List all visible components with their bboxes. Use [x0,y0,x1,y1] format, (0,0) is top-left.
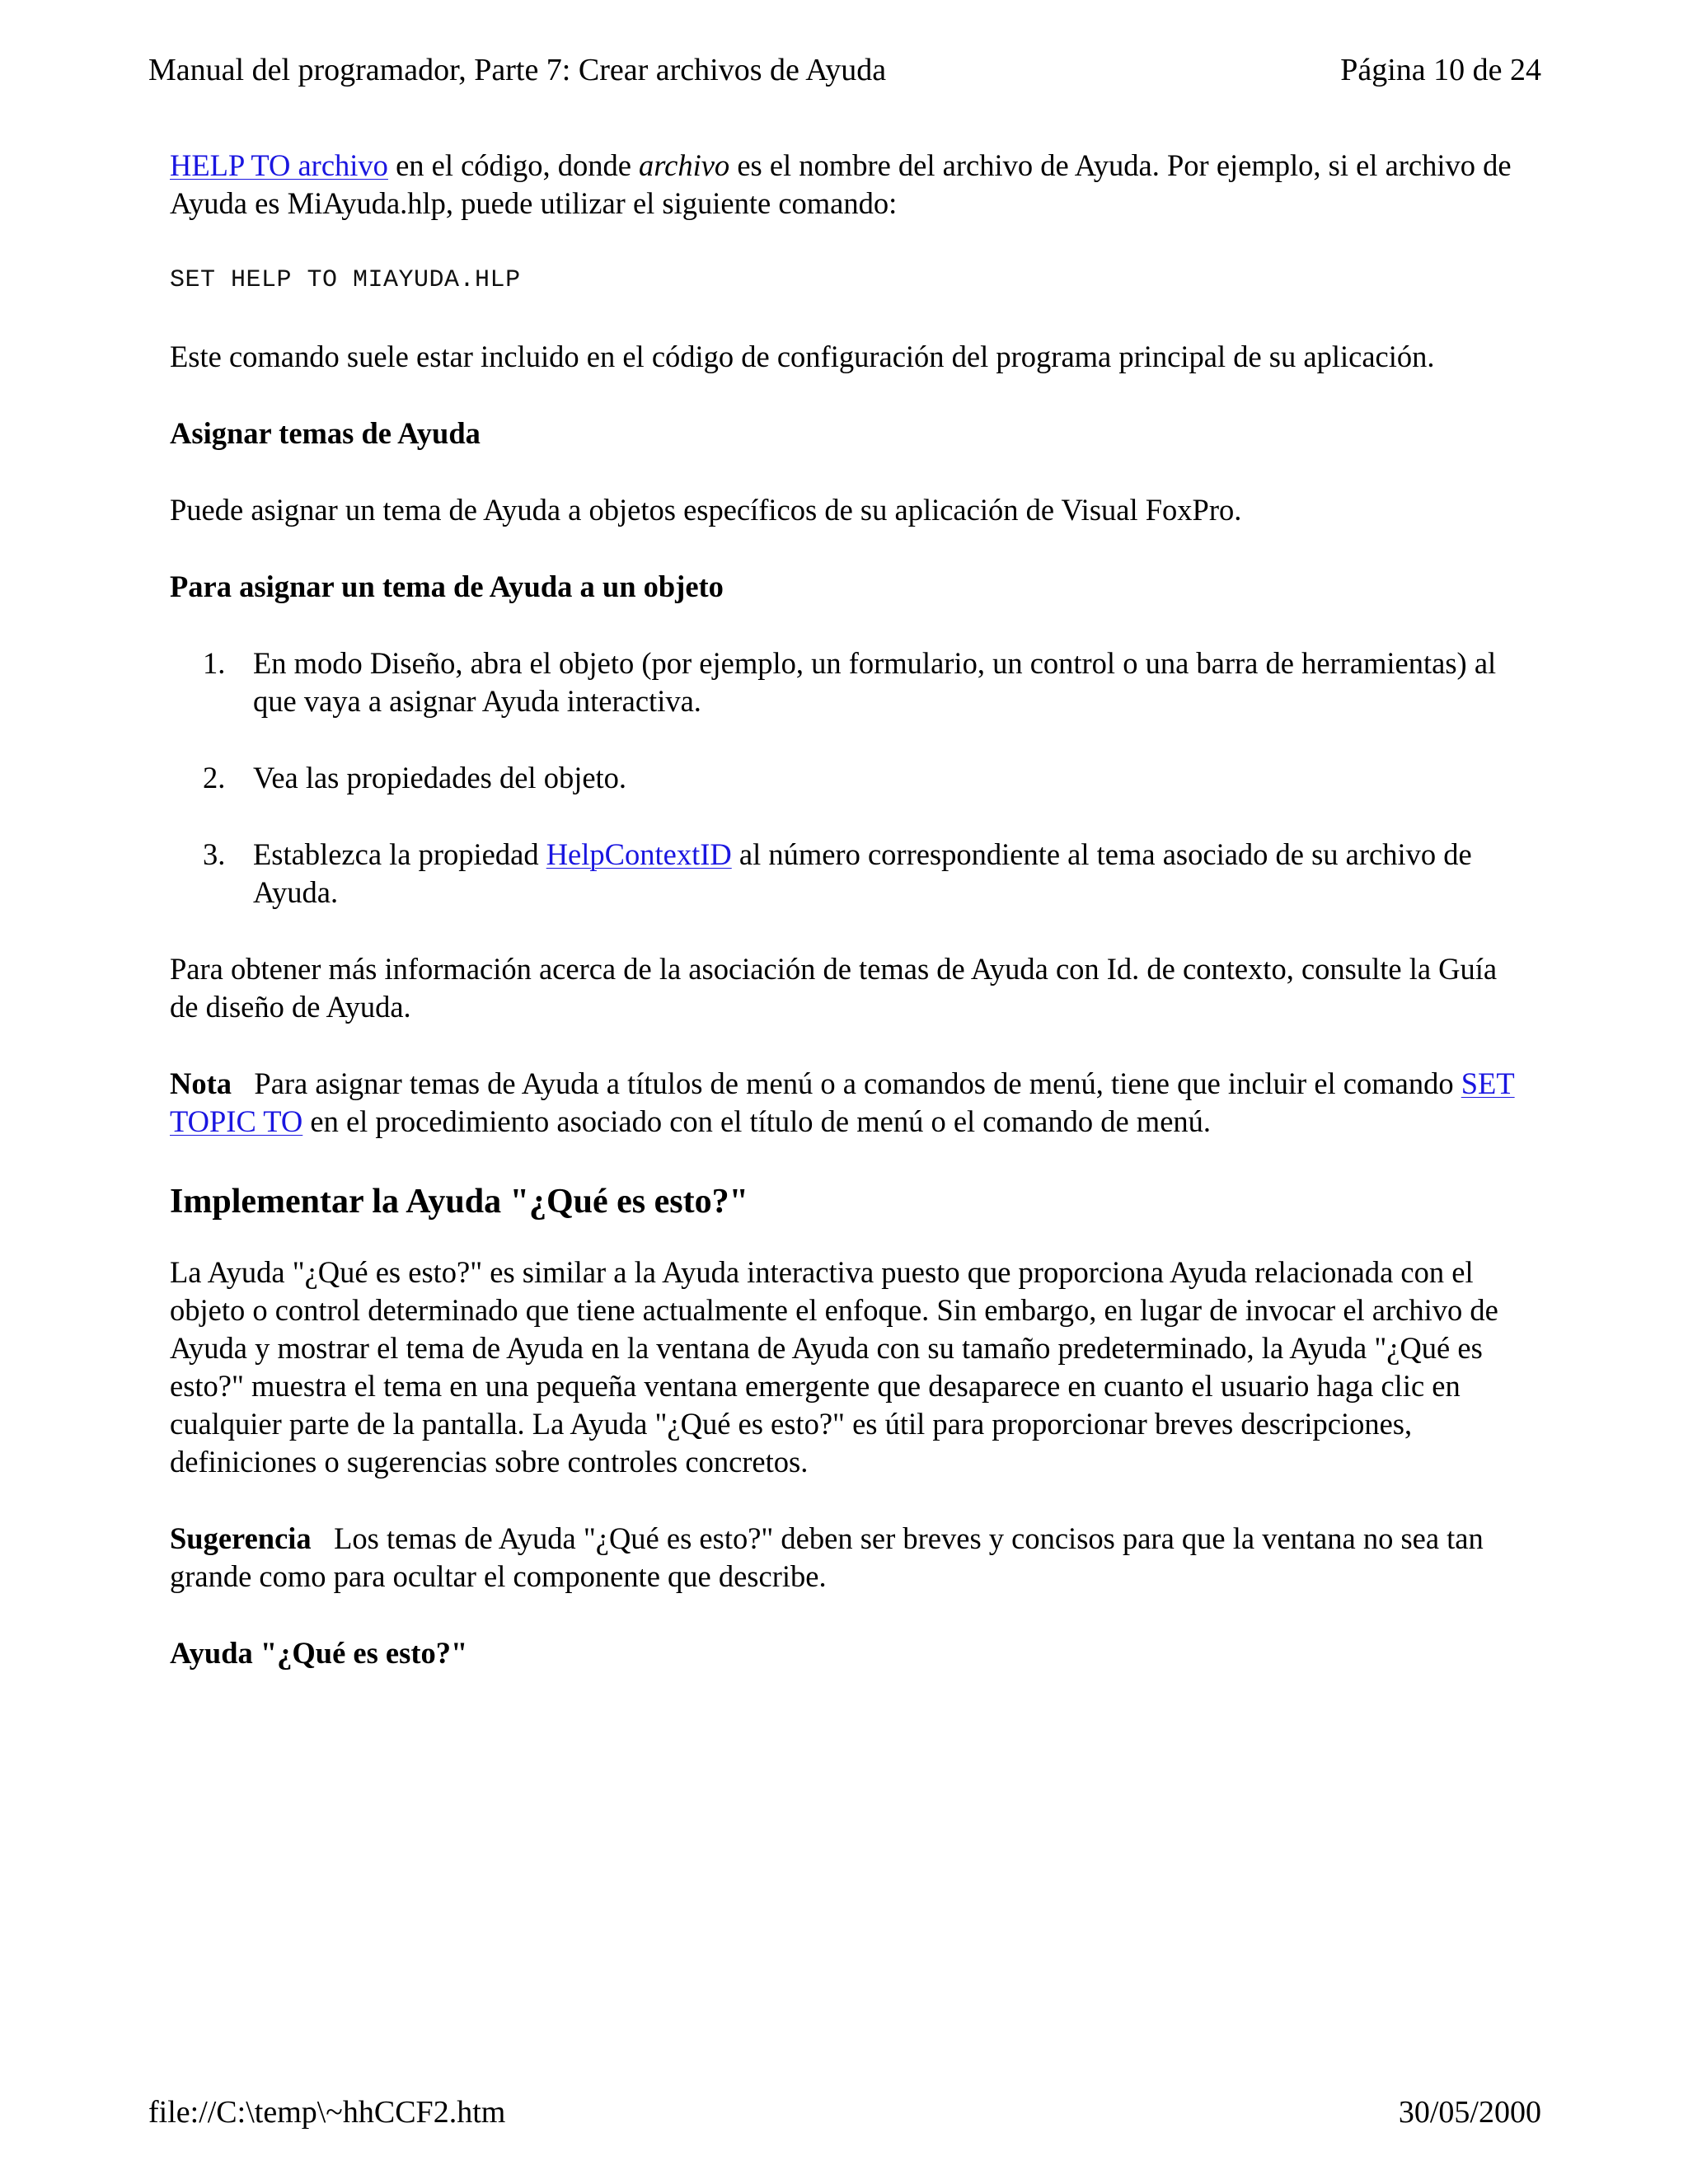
intro-paragraph [170,147,1530,223]
section-title: Implementar la Ayuda "¿Qué es esto?" [170,1183,748,1221]
config-paragraph: Este comando suele estar incluido en el código de configuración del programa principal de su aplicación. [170,340,1435,373]
step-text: Vea las propiedades del objeto. [253,761,627,794]
tip-paragraph [170,1520,1530,1596]
note-paragraph [170,1065,1530,1141]
steps-list [170,644,1530,912]
subheading-assign-topics: Asignar temas de Ayuda [170,416,481,450]
step-text-after: al número correspondiente al tema asociado de su archivo de Ayuda. [253,837,1472,909]
subheading-whats-this: Ayuda "¿Qué es esto?" [170,1636,468,1670]
step-text-before: Establezca la propiedad [253,837,546,871]
assign-paragraph: Puede asignar un tema de Ayuda a objetos específicos de su aplicación de Visual FoxPro. [170,493,1242,527]
help-to-link[interactable]: HELP TO archivo [170,148,388,182]
note-label: Nota [170,1066,232,1100]
document-body [170,147,1530,1711]
tip-label: Sugerencia [170,1521,312,1555]
note-text-2: en el procedimiento asociado con el título de menú o el comando de menú. [302,1104,1212,1138]
intro-text-1: en el código, donde [387,148,640,182]
step-text: En modo Diseño, abra el objeto (por ejemplo, un formulario, un control o una barra de herramientas) al que vaya a asignar Ayuda interactiva. [253,646,1497,718]
subheading-procedure: Para asignar un tema de Ayuda a un objeto [170,569,724,603]
step-number: 3. [203,837,226,871]
page-header [148,48,1541,92]
header-page-number: Página 10 de 24 [1340,53,1541,87]
more-info-paragraph: Para obtener más información acerca de la asociación de temas de Ayuda con Id. de contexto, consulte la Guía de diseño de Ayuda. [170,952,1498,1024]
step-number: 1. [203,646,226,680]
set-topic-to-link[interactable]: SET TOPIC TO [170,1066,1515,1138]
list-item [170,759,1530,797]
footer-date: 30/05/2000 [1398,2095,1541,2130]
whats-this-paragraph: La Ayuda "¿Qué es esto?" es similar a la Ayuda interactiva puesto que proporciona Ayuda relacionada con el objeto o control determinado que tiene actualmente el enfoque. Sin embargo, en lugar de invocar el archivo de Ayuda y mostrar el tema de Ayuda en la ventana de Ayuda con su tamaño predeterminado, la Ayuda "¿Qué es esto?" muestra el tema en una pequeña ventana emergente que desaparece en cuanto el usuario haga clic en cualquier parte de la pantalla. La Ayuda "¿Qué es esto?" es útil para proporcionar breves descripciones, definiciones o sugerencias sobre controles concretos. [170,1255,1498,1479]
header-title: Manual del programador, Parte 7: Crear archivos de Ayuda [148,53,887,87]
footer-file-path: file://C:\temp\~hhCCF2.htm [148,2095,506,2130]
step-number: 2. [203,761,226,794]
code-sample: SET HELP TO MIAYUDA.HLP [170,266,521,294]
page-footer [148,2090,1541,2135]
list-item [170,644,1530,720]
intro-emphasis: archivo [639,148,730,182]
helpcontextid-link[interactable]: HelpContextID [546,837,732,871]
list-item [170,836,1530,912]
tip-text: Los temas de Ayuda "¿Qué es esto?" deben ser breves y concisos para que la ventana no sea tan grande como para ocultar el componente que describe. [170,1521,1491,1593]
intro-text-2: es el nombre del archivo de Ayuda. Por ejemplo, si el archivo de Ayuda es MiAyuda.hlp, puede utilizar el siguiente comando: [170,148,1512,220]
note-text-1: Para asignar temas de Ayuda a títulos de menú o a comandos de menú, tiene que incluir el comando [232,1066,1461,1100]
